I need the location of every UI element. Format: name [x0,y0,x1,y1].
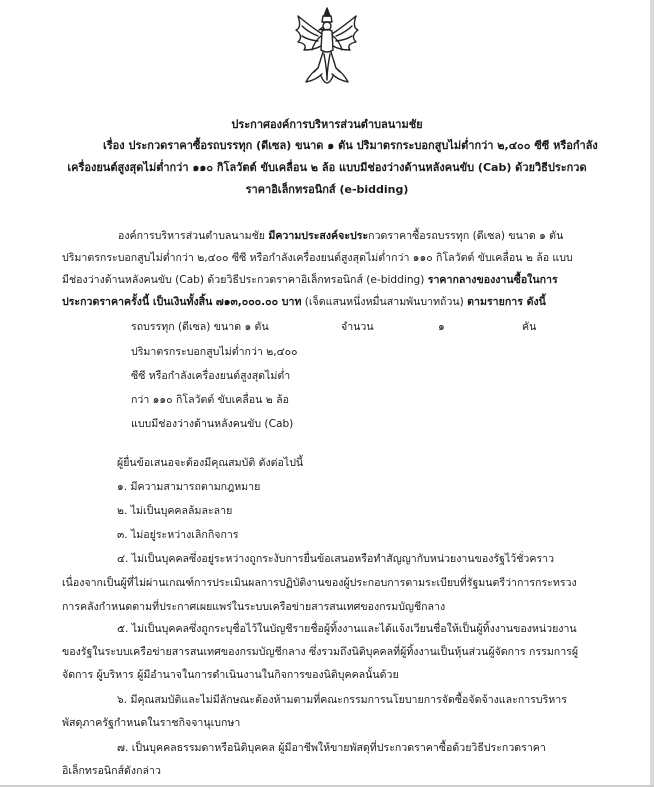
qualification-6-line-1: ๖. มีคุณสมบัติและไม่มีลักษณะต้องห้ามตามที่คณะกรรมการนโยบายการจัดซื้อจัดจ้างและการบริหาร [117,694,567,706]
qualification-6-line-2: พัสดุภาครัฐกำหนดในราชกิจจานุเบกษา [62,717,241,729]
subject-line-3: ราคาอิเล็กทรอนิกส์ (e-bidding) [245,183,409,196]
intro-line-2: ปริมาตรกระบอกสูบไม่ต่ำกว่า ๒,๔๐๐ ซีซี หรือกำลังเครื่องยนต์สูงสุดไม่ต่ำกว่า ๑๑๐ กิโลวัตต์ ขับเคลื่อน ๒ ล้อ แบบ [62,252,573,264]
item-name-line-1: รถบรรทุก (ดีเซล) ขนาด ๑ ตัน [131,321,269,333]
qualification-4-line-1: ๔. ไม่เป็นบุคคลซึ่งอยู่ระหว่างถูกระงับการยื่นข้อเสนอหรือทำสัญญากับหน่วยงานของรัฐไว้ชั่วคราว [117,553,555,565]
intro-line-4 [62,295,546,309]
subject-line-2: เครื่องยนต์สูงสุดไม่ต่ำกว่า ๑๑๐ กิโลวัตต์ ขับเคลื่อน ๒ ล้อ แบบมีช่องว่างด้านหลังคนขับ (Cab) ด้วยวิธีประกวด [67,161,587,174]
subject-line-1 [103,139,598,153]
qualification-4-line-3: การคลังกำหนดตามที่ประกาศเผยแพร่ในระบบเครือข่ายสารสนเทศของกรมบัญชีกลาง [62,601,446,613]
qualification-5-line-2: ของรัฐในระบบเครือข่ายสารสนเทศของกรมบัญชีกลาง ซึ่งรวมถึงนิติบุคคลที่ผู้ทิ้งงานเป็นหุ้นส่วนผู้จัดการ กรรมการผู้ [62,646,579,658]
intro-total-amount: ๗๑๓,๐๐๐.๐๐ บาท [215,296,302,308]
intro-line-1-rest: กวดราคาซื้อรถบรรทุก (ดีเซล) ขนาด ๑ ตัน [368,230,564,242]
qualification-2: ๒. ไม่เป็นบุคคลล้มละลาย [117,505,233,517]
qualification-5-line-3: จัดการ ผู้บริหาร ผู้มีอำนาจในการดำเนินงานในกิจการของนิติบุคคลนั้นด้วย [62,669,399,681]
item-name-line-3: ซีซี หรือกำลังเครื่องยนต์สูงสุดไม่ต่ำ [131,370,291,382]
qualifications-heading: ผู้ยื่นข้อเสนอจะต้องมีคุณสมบัติ ดังต่อไปนี้ [117,457,304,469]
intro-line-1 [118,229,563,243]
qualification-7-line-1: ๗. เป็นบุคคลธรรมดาหรือนิติบุคคล ผู้มีอาชีพให้ขายพัสดุที่ประกวดราคาซื้อด้วยวิธีประกวดราคา [117,742,546,754]
intro-median-price: ราคากลางของงานซื้อในการ [427,274,558,286]
intro-intent: มีความประสงค์จะประ [268,230,369,242]
subject-label: เรื่อง [103,139,125,152]
item-name-line-5: แบบมีช่องว่างด้านหลังคนขับ (Cab) [131,418,294,430]
qualification-4-line-2: เนื่องจากเป็นผู้ที่ไม่ผ่านเกณฑ์การประเมินผลการปฏิบัติงานของผู้ประกอบการตามระเบียบที่รัฐมนตรีว่าการกระทรวง [62,577,577,589]
qualification-1: ๑. มีความสามารถตามกฎหมาย [117,481,261,493]
intro-total-words: (เจ็ดแสนหนึ่งหมื่นสามพันบาทถ้วน) [304,296,464,308]
intro-line-3 [62,273,558,287]
organization-heading: ประกาศองค์การบริหารส่วนตำบลนามชัย [231,118,423,131]
item-name-line-2: ปริมาตรกระบอกสูบไม่ต่ำกว่า ๒,๔๐๐ [131,346,298,358]
item-unit: คัน [522,321,537,333]
qualification-5-line-1: ๕. ไม่เป็นบุคคลซึ่งถูกระบุชื่อไว้ในบัญชีรายชื่อผู้ทิ้งงานและได้แจ้งเวียนชื่อให้เป็นผู้ทิ้งงานของหน่วยงาน [117,623,577,635]
qualification-3: ๓. ไม่อยู่ระหว่างเลิกกิจการ [117,529,239,541]
garuda-emblem-icon [288,6,366,92]
intro-method: มีช่องว่างด้านหลังคนขับ (Cab) ด้วยวิธีประกวดราคาอิเล็กทรอนิกส์ (e-bidding) [62,274,425,286]
intro-items-label: ตามรายการ ดังนี้ [467,296,546,308]
intro-org: องค์การบริหารส่วนตำบลนามชัย [118,230,265,242]
qualification-7-line-2: อิเล็กทรอนิกส์ดังกล่าว [62,765,161,777]
subject-text-1: ประกวดราคาซื้อรถบรรทุก (ดีเซล) ขนาด ๑ ตัน ปริมาตรกระบอกสูบไม่ต่ำกว่า ๒,๔๐๐ ซีซี หรือกำลัง [128,139,598,152]
item-quantity: ๑ [438,321,445,333]
item-name-line-4: กว่า ๑๑๐ กิโลวัตต์ ขับเคลื่อน ๒ ล้อ [131,394,289,406]
intro-total-label: ประกวดราคาครั้งนี้ เป็นเงินทั้งสิ้น [62,296,213,308]
item-quantity-label: จำนวน [341,321,374,333]
